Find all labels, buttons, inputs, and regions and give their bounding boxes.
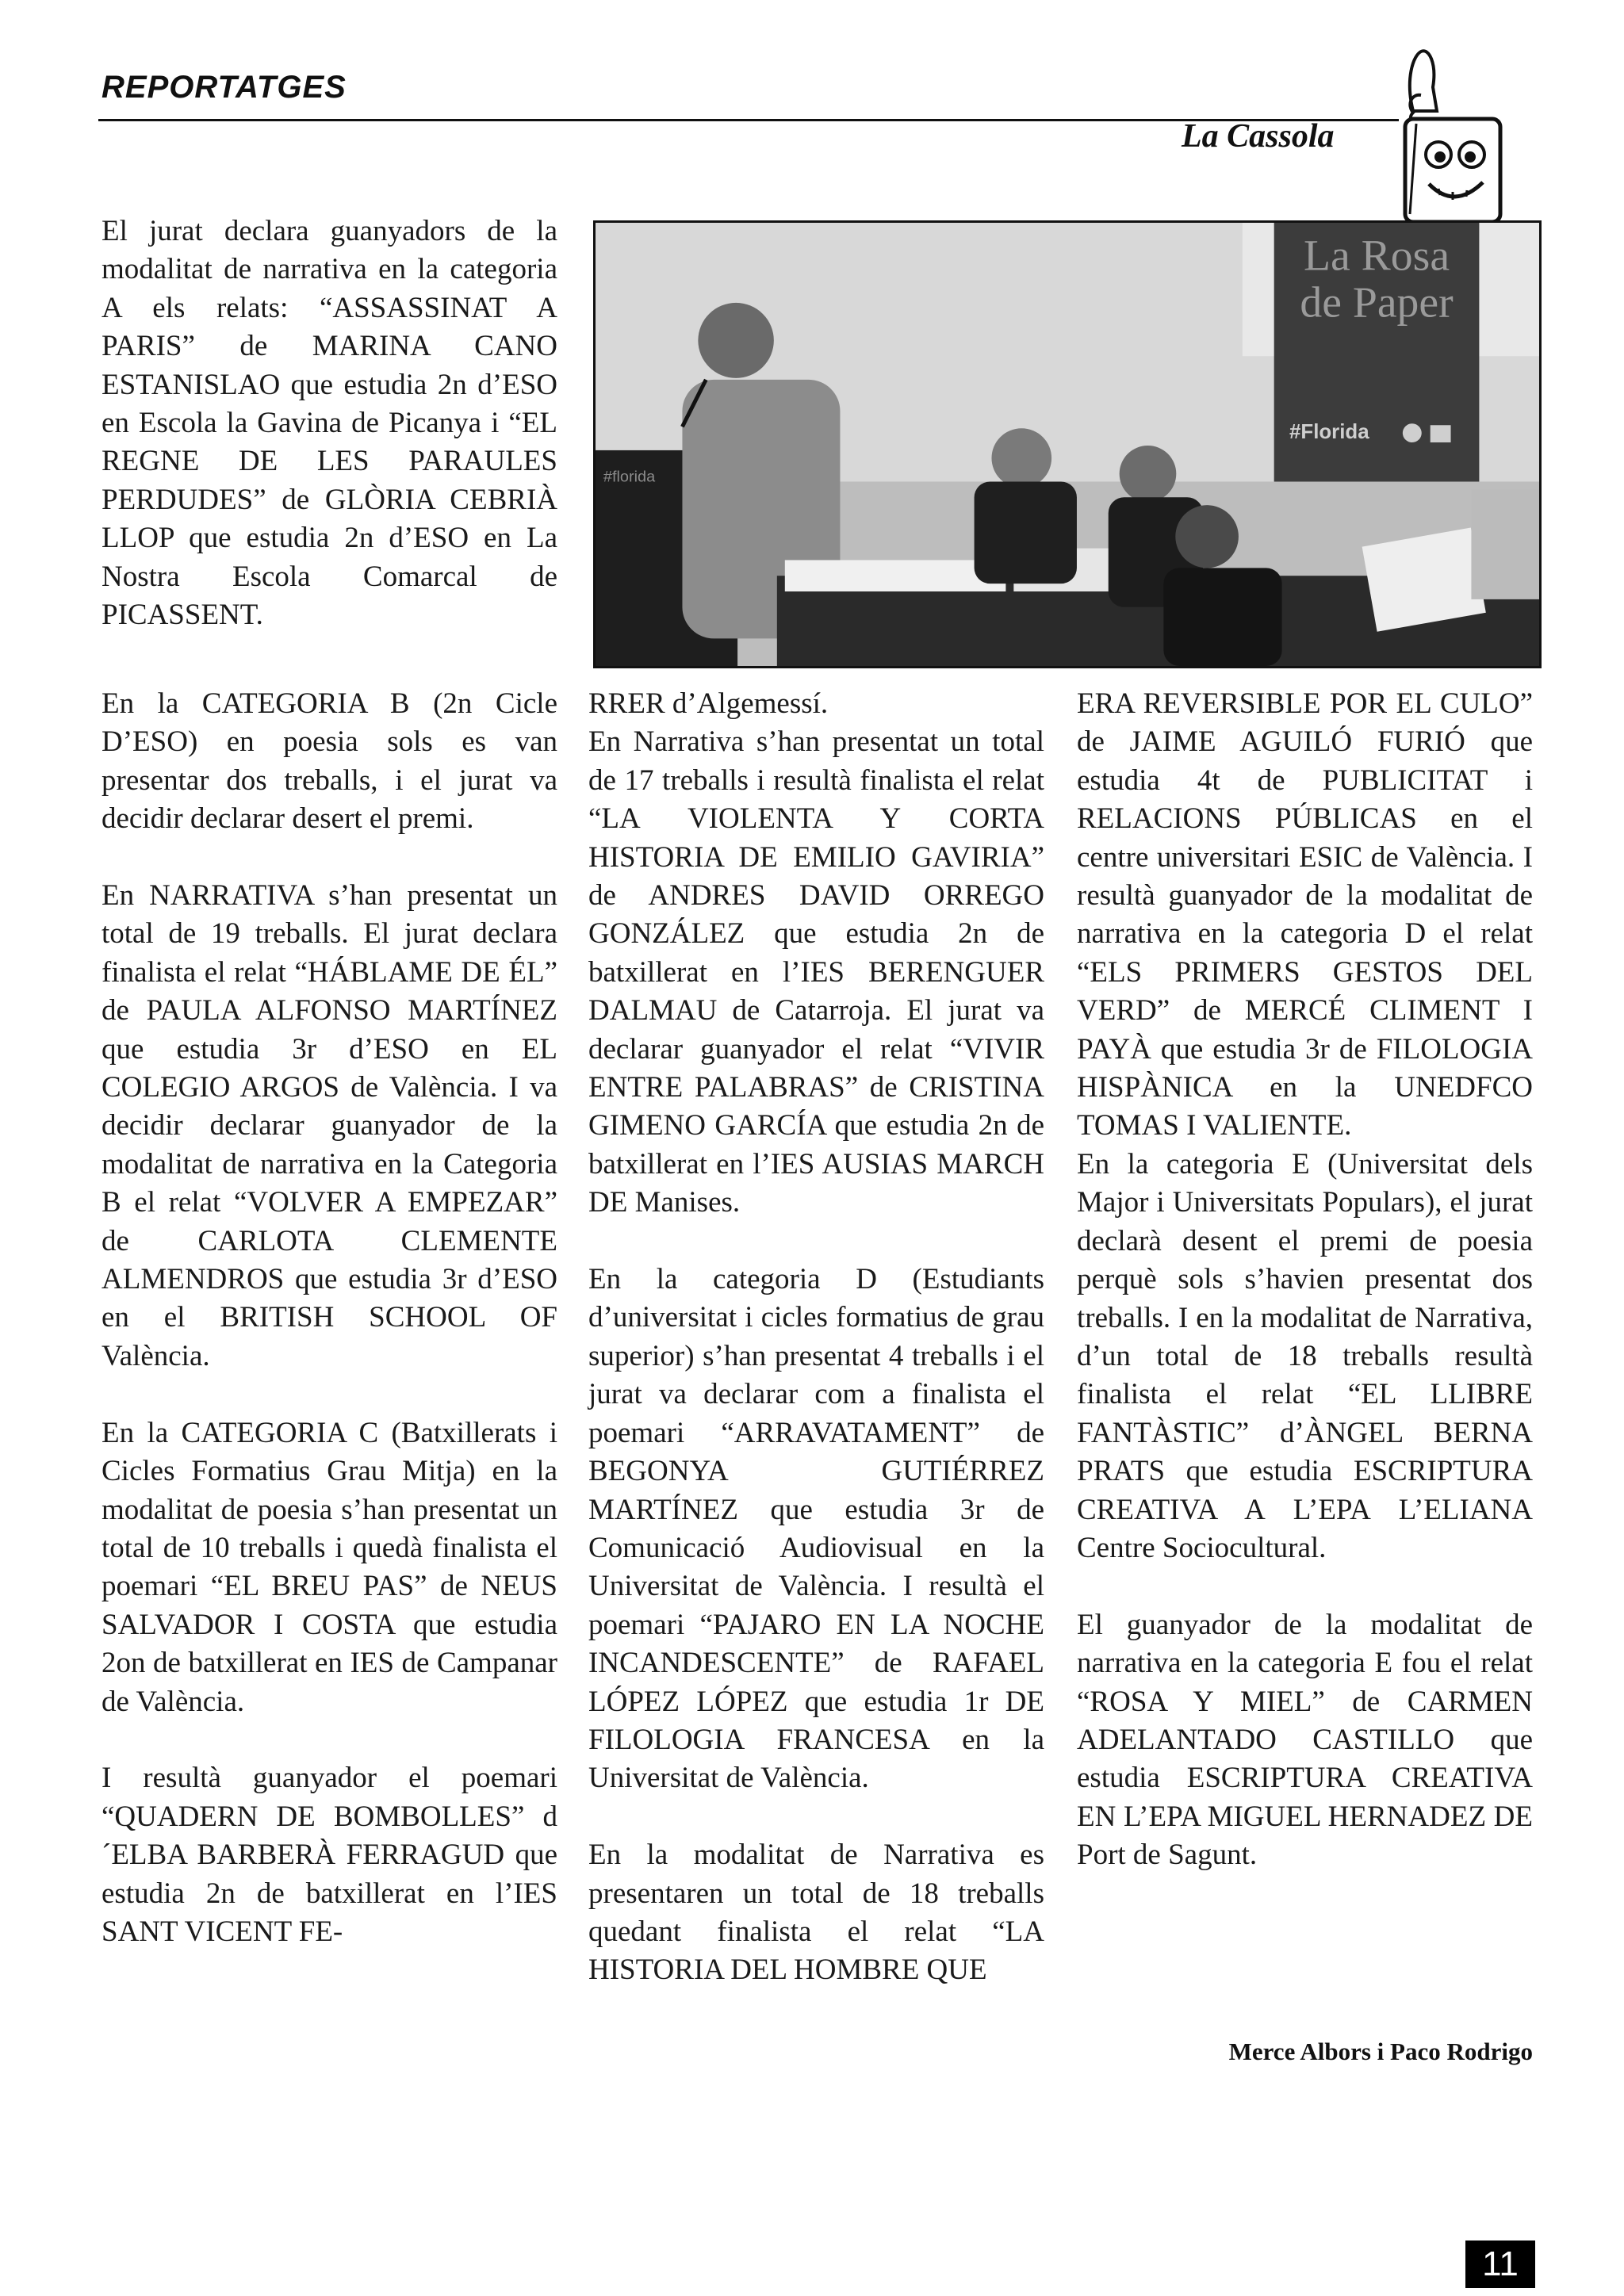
poster-title-line2: de Paper xyxy=(1300,277,1454,327)
article-column-1 xyxy=(102,685,557,1951)
article-column-3 xyxy=(1077,685,1533,1875)
intro-text: El jurat declara guanyadors de la modalitat de narrativa en la categoria A els relats: “ASSASSINAT A PARIS” de MARINA CANO ESTANISLAO que estudia 2n d’ESO en Escola la Gavina de Picanya i “EL REGNE DE LES PARAULES PERDUDES” de GLÒRIA CEBRIÀ LLOP que estudia 2n d’ESO en La Nostra Escola Comarcal de PICASSENT. xyxy=(102,215,557,632)
article-column-2 xyxy=(588,685,1044,1990)
column3-paragraph-3: El guanyador de la modalitat de narrativa en la categoria E fou el relat “ROSA Y MIEL” de CARMEN ADELANTADO CASTILLO que estudia ESCRIPTURA CREATIVA EN L’EPA MIGUEL HERNADEZ DE Port de Sagunt. xyxy=(1077,1608,1533,1872)
column3-paragraph-1: ERA REVERSIBLE POR EL CULO” de JAIME AGUILÓ FURIÓ que estudia 4t de PUBLICITAT i RELACIONS PÚBLICAS en el centre universitari ESIC de València. I resultà guanyador de la modalitat de narrativa en la categoria D el relat “ELS PRIMERS GESTOS DEL VERD” de MERCÉ CLIMENT I PAYÀ que estudia 3r de FILOLOGIA HISPÀNICA en la UNEDFCO TOMAS I VALIENTE. xyxy=(1077,687,1533,1142)
column2-paragraph-3: En la categoria D (Estudiants d’universitat i cicles formatius de grau superior) s’han presentat 4 treballs i el jurat va declarar com a finalista el poemari “ARRAVATAMENT” de BEGONYA GUTIÉRREZ MARTÍNEZ que estudia 3r de Comunicació Audiovisual en la Universitat de València. I resultà el poemari “PAJARO EN LA NOCHE INCANDESCENTE” de RAFAEL LÓPEZ LÓPEZ que estudia 1r DE FILOLOGIA FRANCESA en la Universitat de València. xyxy=(588,1263,1044,1795)
column1-paragraph-1: En la CATEGORIA B (2n Cicle D’ESO) en poesia sols es van presentar dos treballs, i el jurat va decidir declarar desert el premi. xyxy=(102,687,557,836)
column1-paragraph-3: En la CATEGORIA C (Batxillerats i Cicles Formatius Grau Mitja) en la modalitat de poesia s’han presentat un total de 10 treballs i quedà finalista el poemari “EL BREU PAS” de NEUS SALVADOR I COSTA que estudia 2on de batxillerat en IES de Campanar de València. xyxy=(102,1416,557,1718)
poster-title-line1: La Rosa xyxy=(1303,231,1450,281)
column1-paragraph-4: I resultà guanyador el poemari “QUADERN DE BOMBOLLES” d´ELBA BARBERÀ FERRAGUD que estudia 2n de batxillerat en l’IES SANT VICENT FE- xyxy=(102,1762,557,1948)
column1-paragraph-2: En NARRATIVA s’han presentat un total de 19 treballs. El jurat declara finalista el relat “HÁBLAME DE ÉL” de PAULA ALFONSO MARTÍNEZ que estudia 3r d’ESO en EL COLEGIO ARGOS de València. I va decidir declarar guanyador de la modalitat de narrativa en la Categoria B el relat “VOLVER A EMPEZAR” de CARLOTA CLEMENTE ALMENDROS que estudia 3r d’ESO en el BRITISH SCHOOL OF València. xyxy=(102,879,557,1372)
event-photo xyxy=(593,220,1542,668)
lectern-brand: #florida xyxy=(603,468,656,486)
masthead-logo-text: La Cassola xyxy=(1182,118,1335,155)
column2-paragraph-4: En la modalitat de Narrativa es presentaren un total de 18 treballs quedant finalista el relat “LA HISTORIA DEL HOMBRE QUE xyxy=(588,1839,1044,1987)
intro-paragraph xyxy=(102,212,557,634)
column2-paragraph-1: RRER d’Algemessí. xyxy=(588,687,829,720)
column2-paragraph-2: En Narrativa s’han presentat un total de 17 treballs i resultà finalista el relat “LA VIOLENTA Y CORTA HISTORIA DE EMILIO GAVIRIA” de ANDRES DAVID ORREGO GONZÁLEZ que estudia 2n de batxillerat en l’IES BERENGUER DALMAU de Catarroja. El jurat va declarar guanyador el relat “VIVIR ENTRE PALABRAS” de CRISTINA GIMENO GARCÍA que estudia 2n de batxillerat en l’IES AUSIAS MARCH DE Manises. xyxy=(588,725,1044,1219)
page-number: 11 xyxy=(1465,2241,1535,2288)
section-title: REPORTATGES xyxy=(102,70,347,105)
poster-brand: #Florida xyxy=(1289,421,1369,444)
mascot-logo-icon xyxy=(1389,48,1516,230)
article-signature: Merce Albors i Paco Rodrigo xyxy=(1228,2038,1533,2065)
column3-paragraph-2: En la categoria E (Universitat dels Major i Universitats Populars), el jurat declarà desent el premi de poesia perquè sols s’havien presentat dos treballs. I en la modalitat de Narrativa, d’un total de 18 treballs resultà finalista el relat “EL LLIBRE FANTÀSTIC” d’ÀNGEL BERNA PRATS que estudia ESCRIPTURA CREATIVA A L’EPA L’ELIANA Centre Sociocultural. xyxy=(1077,1147,1533,1564)
